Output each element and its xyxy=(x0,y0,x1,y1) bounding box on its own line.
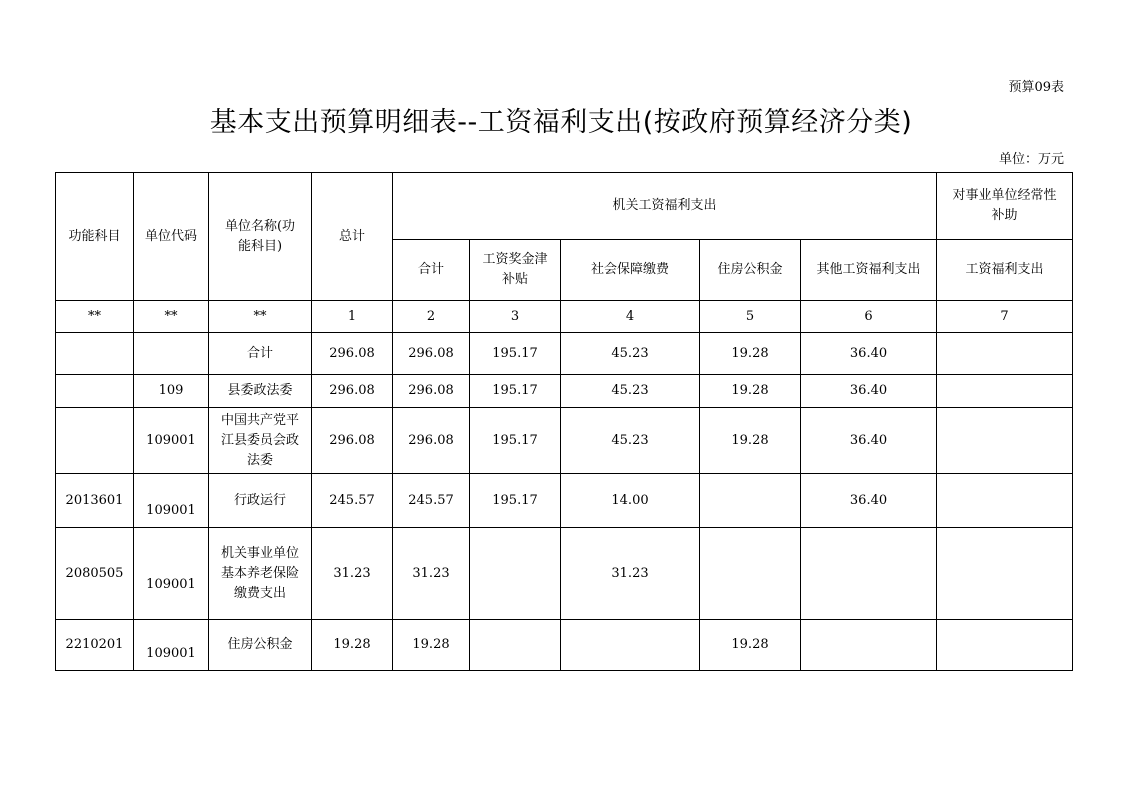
index-cell: ** xyxy=(209,301,312,333)
sum-cell: 296.08 xyxy=(393,375,470,408)
subsidy-cell xyxy=(937,620,1073,671)
total-cell: 19.28 xyxy=(312,620,393,671)
salary-cell: 195.17 xyxy=(470,333,561,375)
sum-cell: 31.23 xyxy=(393,528,470,620)
table-row xyxy=(56,375,1073,408)
header-subsidy-salary: 工资福利支出 xyxy=(937,240,1073,301)
salary-cell: 195.17 xyxy=(470,375,561,408)
func-subject-cell: 2080505 xyxy=(56,528,134,620)
other-cell: 36.40 xyxy=(801,408,937,474)
subsidy-cell xyxy=(937,408,1073,474)
housing-cell xyxy=(700,474,801,528)
other-cell: 36.40 xyxy=(801,474,937,528)
unit-name-cell: 住房公积金 xyxy=(209,620,312,671)
header-row-1 xyxy=(56,173,1073,240)
housing-cell: 19.28 xyxy=(700,408,801,474)
header-unit-name: 单位名称(功能科目) xyxy=(209,173,312,301)
sum-cell: 296.08 xyxy=(393,408,470,474)
table-row xyxy=(56,408,1073,474)
other-cell: 36.40 xyxy=(801,375,937,408)
total-cell: 296.08 xyxy=(312,375,393,408)
subsidy-cell xyxy=(937,375,1073,408)
header-housing: 住房公积金 xyxy=(700,240,801,301)
housing-cell: 19.28 xyxy=(700,375,801,408)
page-title: 基本支出预算明细表--工资福利支出(按政府预算经济分类) xyxy=(209,107,913,138)
index-cell: 7 xyxy=(937,301,1073,333)
subsidy-cell xyxy=(937,333,1073,375)
func-subject-cell: 2210201 xyxy=(56,620,134,671)
social-cell: 14.00 xyxy=(561,474,700,528)
index-cell: 4 xyxy=(561,301,700,333)
func-subject-cell xyxy=(56,375,134,408)
sum-cell: 245.57 xyxy=(393,474,470,528)
index-cell: 2 xyxy=(393,301,470,333)
other-cell xyxy=(801,620,937,671)
salary-cell xyxy=(470,528,561,620)
header-other: 其他工资福利支出 xyxy=(801,240,937,301)
unit-code-cell: 109 xyxy=(134,375,209,408)
housing-cell: 19.28 xyxy=(700,333,801,375)
index-cell: ** xyxy=(56,301,134,333)
unit-name-cell: 合计 xyxy=(209,333,312,375)
total-cell: 31.23 xyxy=(312,528,393,620)
index-cell: 6 xyxy=(801,301,937,333)
index-cell: 1 xyxy=(312,301,393,333)
table-row xyxy=(56,333,1073,375)
subsidy-cell xyxy=(937,474,1073,528)
other-cell: 36.40 xyxy=(801,333,937,375)
unit-code-cell: 109001 xyxy=(134,620,209,671)
social-cell: 45.23 xyxy=(561,375,700,408)
unit-name-cell: 行政运行 xyxy=(209,474,312,528)
header-salary: 工资奖金津补贴 xyxy=(470,240,561,301)
subsidy-cell xyxy=(937,528,1073,620)
unit-code-cell: 109001 xyxy=(134,474,209,528)
salary-cell: 195.17 xyxy=(470,474,561,528)
header-total: 总计 xyxy=(312,173,393,301)
total-cell: 296.08 xyxy=(312,408,393,474)
total-cell: 245.57 xyxy=(312,474,393,528)
unit-label: 单位：万元 xyxy=(998,152,1064,167)
unit-name-cell: 中国共产党平江县委员会政法委 xyxy=(209,408,312,474)
index-cell: 5 xyxy=(700,301,801,333)
sum-cell: 19.28 xyxy=(393,620,470,671)
header-unit-code: 单位代码 xyxy=(134,173,209,301)
social-cell xyxy=(561,620,700,671)
table-row xyxy=(56,474,1073,528)
other-cell xyxy=(801,528,937,620)
unit-code-cell: 109001 xyxy=(134,528,209,620)
salary-cell xyxy=(470,620,561,671)
header-sum: 合计 xyxy=(393,240,470,301)
func-subject-cell: 2013601 xyxy=(56,474,134,528)
index-cell: 3 xyxy=(470,301,561,333)
func-subject-cell xyxy=(56,333,134,375)
index-row xyxy=(56,301,1073,333)
header-func-subject: 功能科目 xyxy=(56,173,134,301)
salary-cell: 195.17 xyxy=(470,408,561,474)
index-cell: ** xyxy=(134,301,209,333)
header-social: 社会保障缴费 xyxy=(561,240,700,301)
header-organ-group: 机关工资福利支出 xyxy=(393,173,937,240)
social-cell: 31.23 xyxy=(561,528,700,620)
budget-table xyxy=(55,172,1073,671)
func-subject-cell xyxy=(56,408,134,474)
table-row xyxy=(56,620,1073,671)
social-cell: 45.23 xyxy=(561,333,700,375)
unit-name-cell: 县委政法委 xyxy=(209,375,312,408)
unit-name-cell: 机关事业单位基本养老保险缴费支出 xyxy=(209,528,312,620)
sum-cell: 296.08 xyxy=(393,333,470,375)
housing-cell xyxy=(700,528,801,620)
unit-code-cell xyxy=(134,333,209,375)
header-subsidy-group: 对事业单位经常性补助 xyxy=(937,173,1073,240)
form-number: 预算09表 xyxy=(1008,80,1064,95)
housing-cell: 19.28 xyxy=(700,620,801,671)
unit-code-cell: 109001 xyxy=(134,408,209,474)
total-cell: 296.08 xyxy=(312,333,393,375)
table-row xyxy=(56,528,1073,620)
social-cell: 45.23 xyxy=(561,408,700,474)
